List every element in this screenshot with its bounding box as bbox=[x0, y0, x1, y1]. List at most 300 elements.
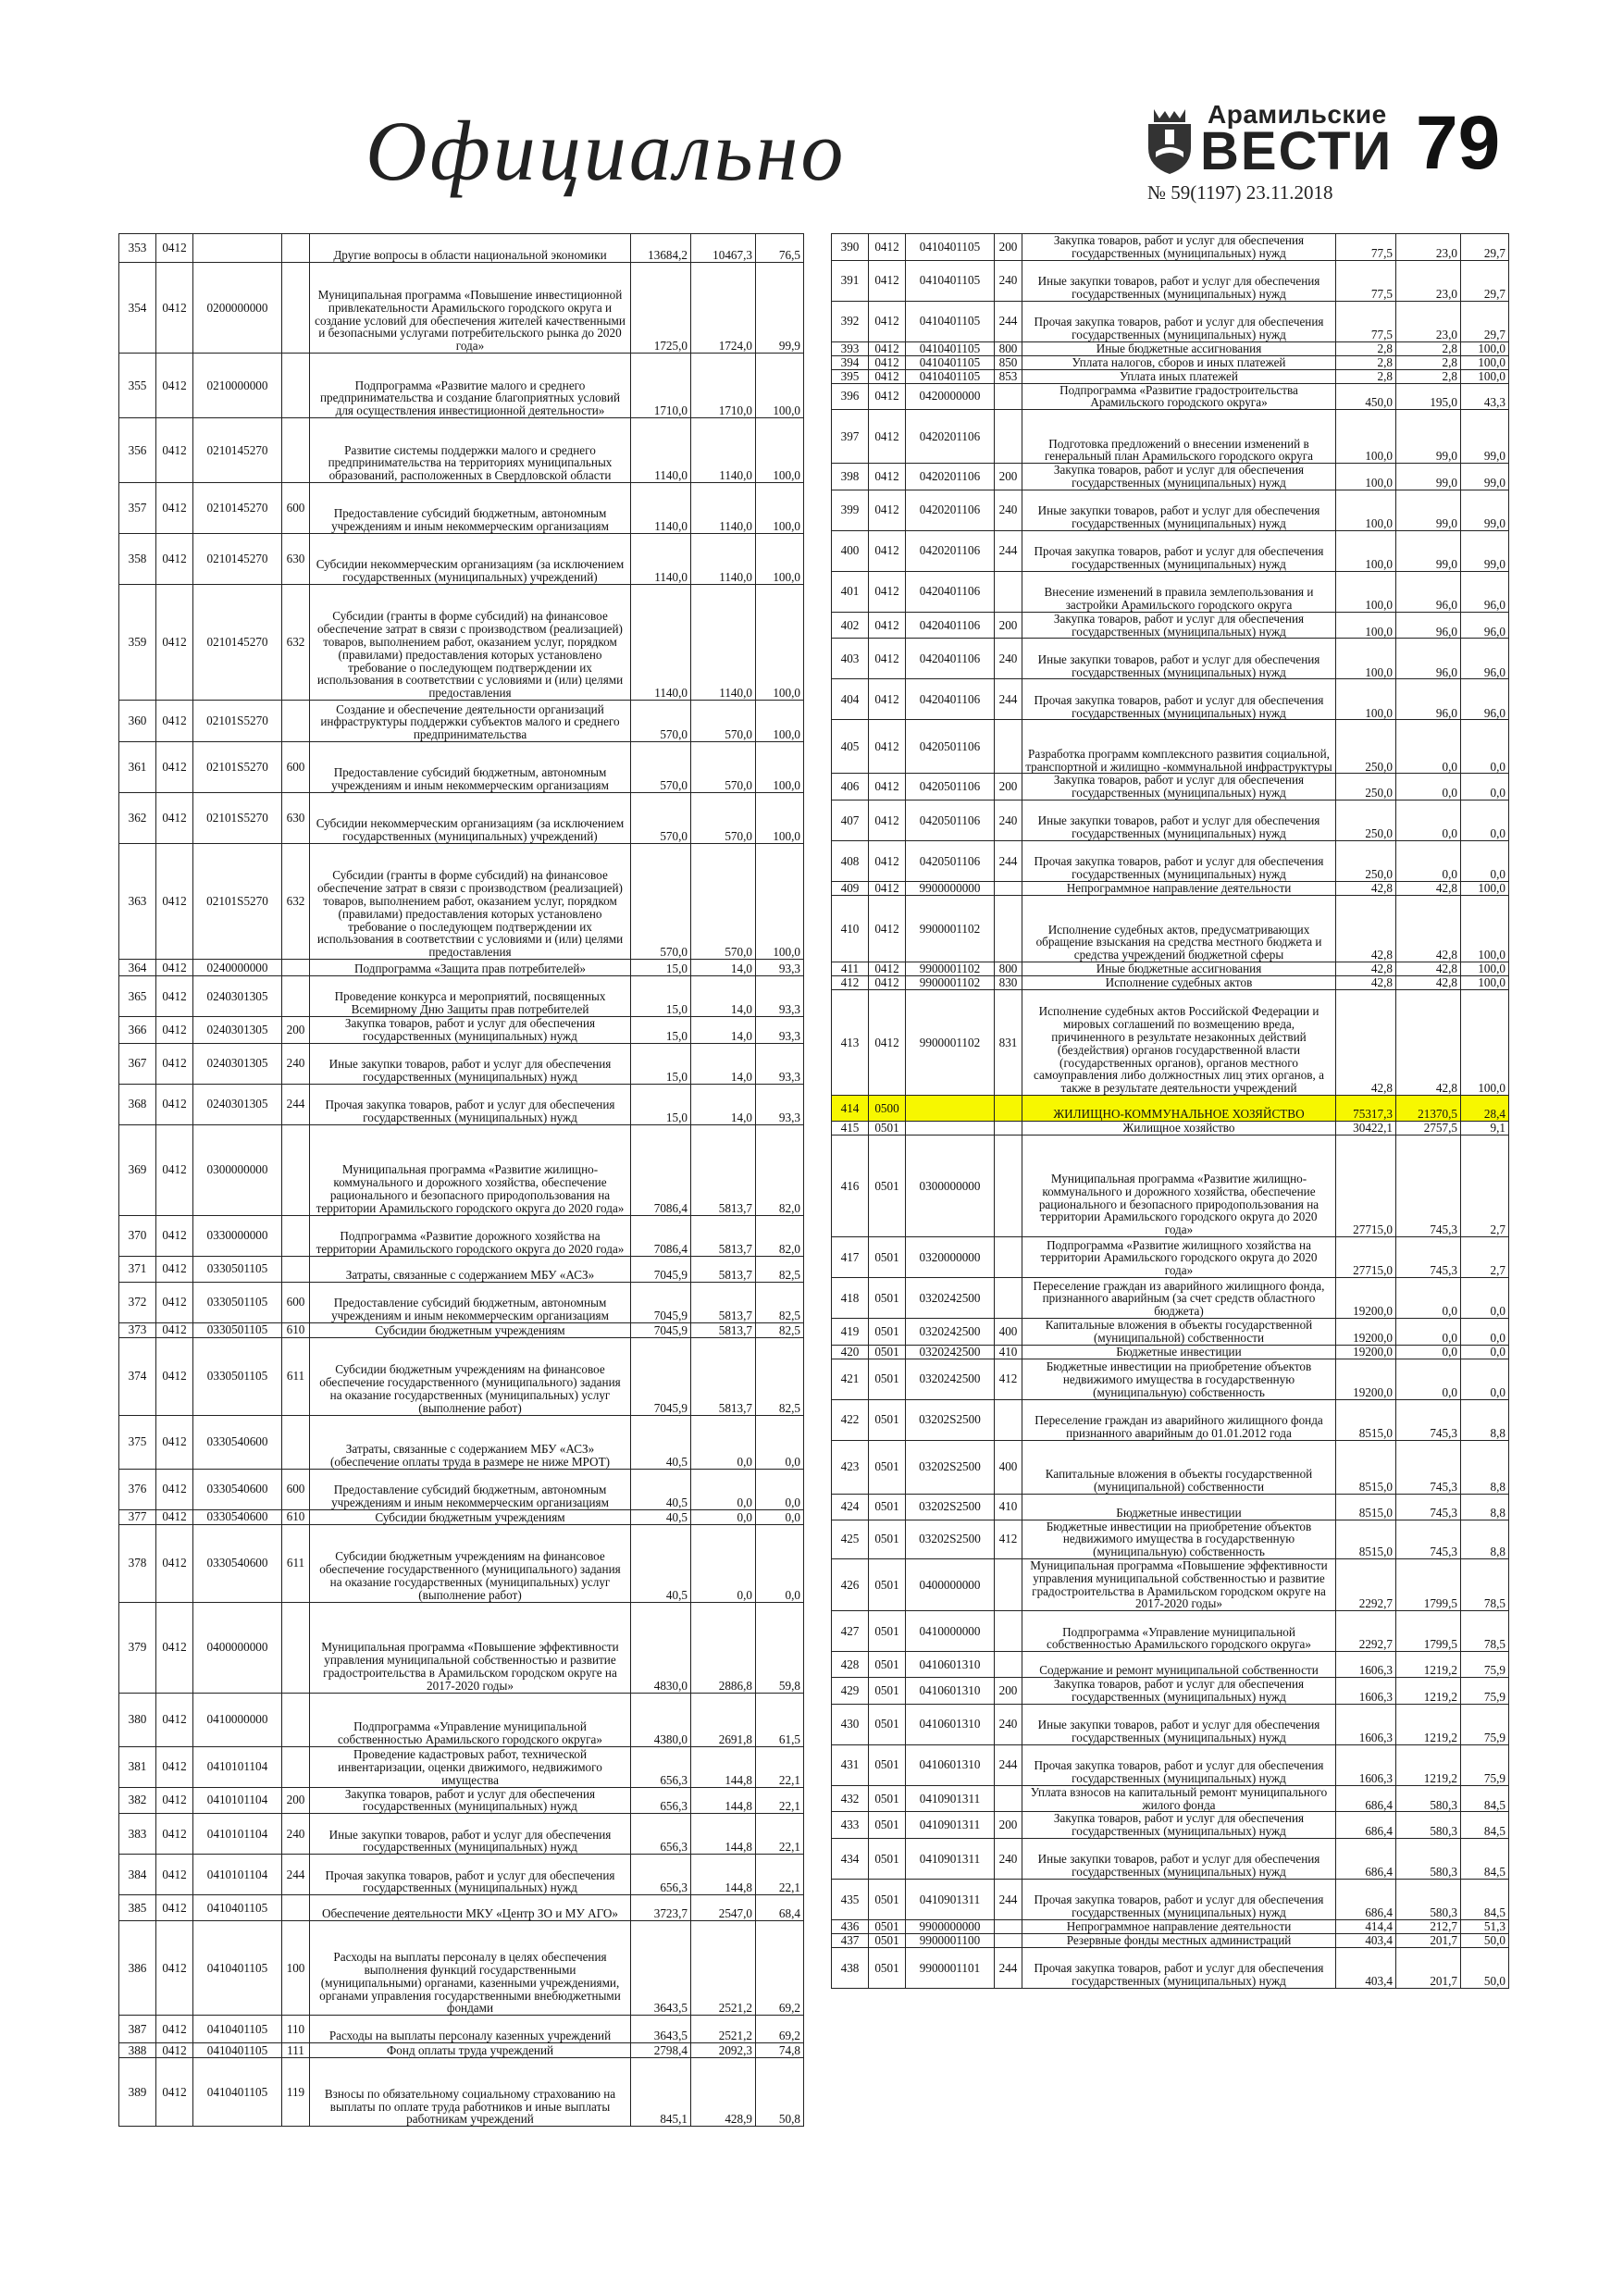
table-row bbox=[119, 1921, 804, 2016]
planned-amount: 40,5 bbox=[631, 1469, 691, 1509]
row-description: Подпрограмма «Развитие дорожного хозяйства на территории Арамильского городского округа до 2020 года» bbox=[310, 1215, 631, 1256]
row-number: 355 bbox=[119, 354, 156, 418]
table-row bbox=[119, 1043, 804, 1084]
target-article-code: 0410000000 bbox=[193, 1693, 282, 1746]
row-description: Субсидии некоммерческим организациям (за исключением государственных (муниципальных) учреждений) bbox=[310, 793, 631, 844]
execution-percent: 0,0 bbox=[1461, 720, 1509, 774]
actual-amount: 144,8 bbox=[691, 1855, 756, 1895]
row-description: Иные закупки товаров, работ и услуг для обеспечения государственных (муниципальных) нужд bbox=[310, 1043, 631, 1084]
expense-type-code bbox=[995, 1236, 1022, 1277]
target-article-code: 03202S2500 bbox=[906, 1399, 995, 1440]
section-code: 0501 bbox=[869, 1838, 906, 1879]
target-article-code bbox=[906, 1095, 995, 1121]
actual-amount: 99,0 bbox=[1396, 464, 1461, 490]
target-article-code: 0240301305 bbox=[193, 976, 282, 1017]
expense-type-code bbox=[995, 1558, 1022, 1610]
actual-amount: 2092,3 bbox=[691, 2043, 756, 2058]
planned-amount: 1606,3 bbox=[1336, 1678, 1396, 1705]
actual-amount: 580,3 bbox=[1396, 1812, 1461, 1839]
actual-amount: 1140,0 bbox=[691, 585, 756, 701]
row-description: Закупка товаров, работ и услуг для обеспечения государственных (муниципальных) нужд bbox=[1022, 464, 1336, 490]
expense-type-code bbox=[995, 1135, 1022, 1236]
row-number: 372 bbox=[119, 1282, 156, 1322]
table-row bbox=[119, 1337, 804, 1415]
table-row bbox=[832, 1947, 1509, 1988]
planned-amount: 77,5 bbox=[1336, 260, 1396, 301]
execution-percent: 8,8 bbox=[1461, 1520, 1509, 1558]
actual-amount: 745,3 bbox=[1396, 1494, 1461, 1520]
execution-percent: 82,5 bbox=[756, 1256, 804, 1282]
actual-amount: 2,8 bbox=[1396, 355, 1461, 369]
planned-amount: 450,0 bbox=[1336, 383, 1396, 410]
target-article-code: 9900001101 bbox=[906, 1947, 995, 1988]
row-number: 366 bbox=[119, 1017, 156, 1044]
section-code: 0412 bbox=[156, 976, 193, 1017]
expense-type-code bbox=[995, 1095, 1022, 1121]
execution-percent: 0,0 bbox=[756, 1509, 804, 1524]
target-article-code: 0410901311 bbox=[906, 1812, 995, 1839]
expense-type-code bbox=[995, 1933, 1022, 1947]
row-description: Закупка товаров, работ и услуг для обеспечения государственных (муниципальных) нужд bbox=[310, 1017, 631, 1044]
planned-amount: 3643,5 bbox=[631, 2016, 691, 2043]
target-article-code: 0200000000 bbox=[193, 263, 282, 354]
section-code: 0412 bbox=[869, 410, 906, 464]
actual-amount: 144,8 bbox=[691, 1746, 756, 1787]
table-row bbox=[832, 1095, 1509, 1121]
actual-amount: 0,0 bbox=[691, 1415, 756, 1469]
actual-amount: 1799,5 bbox=[1396, 1558, 1461, 1610]
planned-amount: 77,5 bbox=[1336, 301, 1396, 341]
row-number: 404 bbox=[832, 679, 869, 720]
actual-amount: 0,0 bbox=[691, 1509, 756, 1524]
expense-type-code: 244 bbox=[995, 301, 1022, 341]
actual-amount: 14,0 bbox=[691, 976, 756, 1017]
execution-percent: 75,9 bbox=[1461, 1652, 1509, 1678]
section-code: 0412 bbox=[156, 1322, 193, 1337]
row-number: 379 bbox=[119, 1602, 156, 1693]
actual-amount: 14,0 bbox=[691, 1043, 756, 1084]
table-row bbox=[832, 234, 1509, 261]
planned-amount: 42,8 bbox=[1336, 989, 1396, 1095]
actual-amount: 1219,2 bbox=[1396, 1704, 1461, 1744]
section-code: 0412 bbox=[869, 341, 906, 355]
section-code: 0412 bbox=[869, 260, 906, 301]
row-number: 388 bbox=[119, 2043, 156, 2058]
row-number: 433 bbox=[832, 1812, 869, 1839]
table-row bbox=[832, 800, 1509, 840]
row-description: Прочая закупка товаров, работ и услуг для обеспечения государственных (муниципальных) нужд bbox=[1022, 1744, 1336, 1785]
execution-percent: 68,4 bbox=[756, 1895, 804, 1921]
row-description: Подпрограмма «Развитие жилищного хозяйства на территории Арамильского городского округа до 2020 года» bbox=[1022, 1236, 1336, 1277]
expense-type-code: 831 bbox=[995, 989, 1022, 1095]
execution-percent: 99,0 bbox=[1461, 464, 1509, 490]
table-row bbox=[119, 483, 804, 534]
target-article-code: 0410401105 bbox=[193, 2016, 282, 2043]
table-row bbox=[832, 1135, 1509, 1236]
target-article-code: 0420401106 bbox=[906, 639, 995, 679]
execution-percent: 0,0 bbox=[1461, 1318, 1509, 1345]
section-code: 0412 bbox=[869, 720, 906, 774]
execution-percent: 82,5 bbox=[756, 1337, 804, 1415]
actual-amount: 2521,2 bbox=[691, 1921, 756, 2016]
table-row bbox=[119, 701, 804, 742]
section-code: 0501 bbox=[869, 1277, 906, 1318]
planned-amount: 1140,0 bbox=[631, 483, 691, 534]
expense-type-code: 630 bbox=[282, 534, 310, 585]
execution-percent: 22,1 bbox=[756, 1787, 804, 1814]
row-description: Прочая закупка товаров, работ и услуг для обеспечения государственных (муниципальных) нужд bbox=[1022, 530, 1336, 571]
row-number: 386 bbox=[119, 1921, 156, 2016]
table-row bbox=[832, 1678, 1509, 1705]
table-row bbox=[119, 1415, 804, 1469]
expense-type-code: 412 bbox=[995, 1520, 1022, 1558]
planned-amount: 250,0 bbox=[1336, 774, 1396, 800]
planned-amount: 15,0 bbox=[631, 1043, 691, 1084]
target-article-code: 0420501106 bbox=[906, 800, 995, 840]
planned-amount: 7045,9 bbox=[631, 1337, 691, 1415]
row-description: Прочая закупка товаров, работ и услуг для обеспечения государственных (муниципальных) нужд bbox=[1022, 1879, 1336, 1919]
table-row bbox=[832, 260, 1509, 301]
actual-amount: 745,3 bbox=[1396, 1135, 1461, 1236]
planned-amount: 570,0 bbox=[631, 701, 691, 742]
row-description: Закупка товаров, работ и услуг для обеспечения государственных (муниципальных) нужд bbox=[1022, 612, 1336, 639]
row-description: Иные закупки товаров, работ и услуг для обеспечения государственных (муниципальных) нужд bbox=[310, 1814, 631, 1855]
expense-type-code bbox=[282, 1693, 310, 1746]
section-code: 0501 bbox=[869, 1135, 906, 1236]
execution-percent: 99,9 bbox=[756, 263, 804, 354]
execution-percent: 100,0 bbox=[1461, 895, 1509, 962]
expense-type-code bbox=[995, 881, 1022, 895]
planned-amount: 1606,3 bbox=[1336, 1744, 1396, 1785]
actual-amount: 99,0 bbox=[1396, 490, 1461, 530]
planned-amount: 42,8 bbox=[1336, 962, 1396, 975]
table-row bbox=[832, 464, 1509, 490]
row-number: 390 bbox=[832, 234, 869, 261]
table-row bbox=[119, 976, 804, 1017]
section-code: 0412 bbox=[156, 844, 193, 960]
actual-amount: 1140,0 bbox=[691, 483, 756, 534]
actual-amount: 10467,3 bbox=[691, 234, 756, 263]
row-number: 363 bbox=[119, 844, 156, 960]
table-row bbox=[832, 1785, 1509, 1812]
execution-percent: 22,1 bbox=[756, 1855, 804, 1895]
row-number: 403 bbox=[832, 639, 869, 679]
section-code: 0412 bbox=[156, 793, 193, 844]
row-description: Иные закупки товаров, работ и услуг для обеспечения государственных (муниципальных) нужд bbox=[1022, 1704, 1336, 1744]
planned-amount: 250,0 bbox=[1336, 720, 1396, 774]
row-number: 410 bbox=[832, 895, 869, 962]
row-description: Содержание и ремонт муниципальной собственности bbox=[1022, 1652, 1336, 1678]
row-description: Прочая закупка товаров, работ и услуг для обеспечения государственных (муниципальных) нужд bbox=[1022, 1947, 1336, 1988]
section-code: 0501 bbox=[869, 1933, 906, 1947]
row-description: Закупка товаров, работ и услуг для обеспечения государственных (муниципальных) нужд bbox=[1022, 234, 1336, 261]
target-article-code: 9900001102 bbox=[906, 895, 995, 962]
section-code: 0412 bbox=[156, 1017, 193, 1044]
row-number: 398 bbox=[832, 464, 869, 490]
execution-percent: 93,3 bbox=[756, 1043, 804, 1084]
actual-amount: 2691,8 bbox=[691, 1693, 756, 1746]
row-number: 365 bbox=[119, 976, 156, 1017]
section-code: 0412 bbox=[869, 369, 906, 383]
target-article-code: 0420501106 bbox=[906, 720, 995, 774]
row-number: 362 bbox=[119, 793, 156, 844]
section-code: 0501 bbox=[869, 1879, 906, 1919]
row-description: Расходы на выплаты персоналу в целях обеспечения выполнения функций государственными (муниципальными) органами, казенными учреждениями, органами управления государственными внебюджетными фондами bbox=[310, 1921, 631, 2016]
row-number: 418 bbox=[832, 1277, 869, 1318]
actual-amount: 2,8 bbox=[1396, 341, 1461, 355]
planned-amount: 1710,0 bbox=[631, 354, 691, 418]
row-number: 427 bbox=[832, 1611, 869, 1652]
execution-percent: 93,3 bbox=[756, 960, 804, 976]
section-code: 0412 bbox=[156, 534, 193, 585]
row-number: 382 bbox=[119, 1787, 156, 1814]
planned-amount: 2292,7 bbox=[1336, 1558, 1396, 1610]
table-row bbox=[832, 1812, 1509, 1839]
row-description: Подпрограмма «Развитие малого и среднего предпринимательства и создание благоприятных условий для осуществления инвестиционной деятельности» bbox=[310, 354, 631, 418]
planned-amount: 19200,0 bbox=[1336, 1277, 1396, 1318]
row-number: 380 bbox=[119, 1693, 156, 1746]
section-code: 0501 bbox=[869, 1359, 906, 1399]
section-code: 0412 bbox=[156, 483, 193, 534]
row-description: Предоставление субсидий бюджетным, автономным учреждениям и иным некоммерческим организациям bbox=[310, 1282, 631, 1322]
execution-percent: 100,0 bbox=[1461, 355, 1509, 369]
row-description: Муниципальная программа «Развитие жилищно-коммунального и дорожного хозяйства, обеспечение рационального и безопасного природопользования на территории Арамильского городского округа до 2020 года» bbox=[310, 1124, 631, 1215]
planned-amount: 15,0 bbox=[631, 1084, 691, 1124]
execution-percent: 8,8 bbox=[1461, 1440, 1509, 1494]
table-row bbox=[119, 1693, 804, 1746]
table-row bbox=[832, 1838, 1509, 1879]
row-description: Исполнение судебных актов bbox=[1022, 975, 1336, 989]
planned-amount: 7086,4 bbox=[631, 1215, 691, 1256]
target-article-code: 03202S2500 bbox=[906, 1520, 995, 1558]
actual-amount: 0,0 bbox=[1396, 840, 1461, 881]
row-number: 423 bbox=[832, 1440, 869, 1494]
target-article-code: 9900001102 bbox=[906, 975, 995, 989]
row-description: Предоставление субсидий бюджетным, автономным учреждениям и иным некоммерческим организациям bbox=[310, 1469, 631, 1509]
planned-amount: 7045,9 bbox=[631, 1256, 691, 1282]
table-row bbox=[832, 962, 1509, 975]
logo-subtitle: Арамильские bbox=[1208, 100, 1387, 129]
table-row bbox=[832, 571, 1509, 612]
planned-amount: 100,0 bbox=[1336, 490, 1396, 530]
expense-type-code: 111 bbox=[282, 2043, 310, 2058]
target-article-code bbox=[193, 234, 282, 263]
expense-type-code bbox=[282, 1215, 310, 1256]
section-code: 0412 bbox=[156, 354, 193, 418]
row-description: Расходы на выплаты персоналу казенных учреждений bbox=[310, 2016, 631, 2043]
expense-type-code: 400 bbox=[995, 1318, 1022, 1345]
execution-percent: 8,8 bbox=[1461, 1399, 1509, 1440]
section-code: 0412 bbox=[156, 742, 193, 793]
table-row bbox=[119, 1524, 804, 1602]
target-article-code: 0410601310 bbox=[906, 1652, 995, 1678]
actual-amount: 0,0 bbox=[1396, 1318, 1461, 1345]
execution-percent: 29,7 bbox=[1461, 260, 1509, 301]
planned-amount: 686,4 bbox=[1336, 1838, 1396, 1879]
row-description: Переселение граждан из аварийного жилищного фонда, признанного аварийным (за счет средств областного бюджета) bbox=[1022, 1277, 1336, 1318]
table-row bbox=[832, 1558, 1509, 1610]
planned-amount: 40,5 bbox=[631, 1524, 691, 1602]
planned-amount: 570,0 bbox=[631, 742, 691, 793]
planned-amount: 100,0 bbox=[1336, 679, 1396, 720]
planned-amount: 1606,3 bbox=[1336, 1704, 1396, 1744]
expense-type-code: 630 bbox=[282, 793, 310, 844]
actual-amount: 42,8 bbox=[1396, 989, 1461, 1095]
row-number: 369 bbox=[119, 1124, 156, 1215]
row-number: 417 bbox=[832, 1236, 869, 1277]
target-article-code: 0410401105 bbox=[193, 2058, 282, 2127]
section-code: 0412 bbox=[156, 1282, 193, 1322]
section-code: 0412 bbox=[869, 679, 906, 720]
table-row bbox=[832, 1704, 1509, 1744]
planned-amount: 42,8 bbox=[1336, 881, 1396, 895]
planned-amount: 13684,2 bbox=[631, 234, 691, 263]
target-article-code: 0240301305 bbox=[193, 1084, 282, 1124]
row-description: Жилищное хозяйство bbox=[1022, 1121, 1336, 1135]
row-number: 360 bbox=[119, 701, 156, 742]
target-article-code: 0330540600 bbox=[193, 1524, 282, 1602]
table-row bbox=[832, 895, 1509, 962]
execution-percent: 99,0 bbox=[1461, 490, 1509, 530]
expense-type-code: 200 bbox=[995, 234, 1022, 261]
planned-amount: 8515,0 bbox=[1336, 1494, 1396, 1520]
table-row bbox=[119, 960, 804, 976]
target-article-code: 0410401105 bbox=[906, 260, 995, 301]
expense-type-code bbox=[995, 1277, 1022, 1318]
section-code: 0412 bbox=[156, 2016, 193, 2043]
expense-type-code: 200 bbox=[995, 1812, 1022, 1839]
row-description: Закупка товаров, работ и услуг для обеспечения государственных (муниципальных) нужд bbox=[1022, 1678, 1336, 1705]
row-description: Иные закупки товаров, работ и услуг для обеспечения государственных (муниципальных) нужд bbox=[1022, 490, 1336, 530]
section-title: Официально bbox=[365, 104, 847, 198]
section-code: 0412 bbox=[156, 701, 193, 742]
row-number: 414 bbox=[832, 1095, 869, 1121]
actual-amount: 580,3 bbox=[1396, 1785, 1461, 1812]
section-code: 0412 bbox=[156, 1855, 193, 1895]
row-number: 432 bbox=[832, 1785, 869, 1812]
row-description: Капитальные вложения в объекты государственной (муниципальной) собственности bbox=[1022, 1440, 1336, 1494]
section-code: 0412 bbox=[869, 355, 906, 369]
execution-percent: 100,0 bbox=[756, 585, 804, 701]
execution-percent: 78,5 bbox=[1461, 1611, 1509, 1652]
planned-amount: 2,8 bbox=[1336, 355, 1396, 369]
actual-amount: 580,3 bbox=[1396, 1879, 1461, 1919]
execution-percent: 99,0 bbox=[1461, 530, 1509, 571]
row-description: Бюджетные инвестиции на приобретение объектов недвижимого имущества в государственную (муниципальную) собственность bbox=[1022, 1359, 1336, 1399]
actual-amount: 0,0 bbox=[691, 1524, 756, 1602]
target-article-code: 0410000000 bbox=[906, 1611, 995, 1652]
execution-percent: 100,0 bbox=[756, 701, 804, 742]
coat-of-arms-icon bbox=[1143, 105, 1196, 176]
expense-type-code: 240 bbox=[995, 490, 1022, 530]
execution-percent: 2,7 bbox=[1461, 1236, 1509, 1277]
target-article-code: 0420401106 bbox=[906, 612, 995, 639]
expense-type-code bbox=[282, 234, 310, 263]
section-code: 0412 bbox=[156, 2058, 193, 2127]
table-row bbox=[119, 1084, 804, 1124]
target-article-code: 02101S5270 bbox=[193, 793, 282, 844]
expense-type-code: 244 bbox=[995, 1879, 1022, 1919]
planned-amount: 2,8 bbox=[1336, 341, 1396, 355]
expense-type-code: 240 bbox=[282, 1043, 310, 1084]
target-article-code: 0410401105 bbox=[193, 1895, 282, 1921]
section-code: 0412 bbox=[156, 585, 193, 701]
planned-amount: 403,4 bbox=[1336, 1947, 1396, 1988]
planned-amount: 100,0 bbox=[1336, 571, 1396, 612]
table-row bbox=[119, 742, 804, 793]
expense-type-code: 600 bbox=[282, 483, 310, 534]
planned-amount: 2292,7 bbox=[1336, 1611, 1396, 1652]
row-description: Подпрограмма «Развитие градостроительства Арамильского городского округа» bbox=[1022, 383, 1336, 410]
row-description: Муниципальная программа «Повышение эффективности управления муниципальной собственностью и развитие градостроительства в Арамильском городском округе на 2017-2020 годы» bbox=[310, 1602, 631, 1693]
target-article-code: 0330540600 bbox=[193, 1509, 282, 1524]
section-code: 0412 bbox=[869, 840, 906, 881]
row-description: Уплата иных платежей bbox=[1022, 369, 1336, 383]
planned-amount: 27715,0 bbox=[1336, 1135, 1396, 1236]
row-description: Подпрограмма «Защита прав потребителей» bbox=[310, 960, 631, 976]
target-article-code: 0420201106 bbox=[906, 410, 995, 464]
row-number: 364 bbox=[119, 960, 156, 976]
target-article-code: 0410601310 bbox=[906, 1678, 995, 1705]
target-article-code: 0400000000 bbox=[193, 1602, 282, 1693]
target-article-code: 02101S5270 bbox=[193, 701, 282, 742]
planned-amount: 100,0 bbox=[1336, 464, 1396, 490]
actual-amount: 42,8 bbox=[1396, 895, 1461, 962]
planned-amount: 15,0 bbox=[631, 1017, 691, 1044]
planned-amount: 19200,0 bbox=[1336, 1345, 1396, 1359]
actual-amount: 212,7 bbox=[1396, 1919, 1461, 1933]
row-description: Предоставление субсидий бюджетным, автономным учреждениям и иным некоммерческим организациям bbox=[310, 483, 631, 534]
target-article-code: 0320000000 bbox=[906, 1236, 995, 1277]
table-row bbox=[119, 2058, 804, 2127]
execution-percent: 76,5 bbox=[756, 234, 804, 263]
target-article-code: 0410101104 bbox=[193, 1814, 282, 1855]
expense-type-code bbox=[995, 410, 1022, 464]
row-description: Закупка товаров, работ и услуг для обеспечения государственных (муниципальных) нужд bbox=[310, 1787, 631, 1814]
actual-amount: 2886,8 bbox=[691, 1602, 756, 1693]
section-code: 0412 bbox=[156, 234, 193, 263]
planned-amount: 656,3 bbox=[631, 1787, 691, 1814]
row-description: Обеспечение деятельности МКУ «Центр ЗО и МУ АГО» bbox=[310, 1895, 631, 1921]
table-row bbox=[119, 1602, 804, 1693]
row-description: Иные бюджетные ассигнования bbox=[1022, 341, 1336, 355]
row-description: ЖИЛИЩНО-КОММУНАЛЬНОЕ ХОЗЯЙСТВО bbox=[1022, 1095, 1336, 1121]
target-article-code: 0410601310 bbox=[906, 1744, 995, 1785]
section-code: 0412 bbox=[156, 1415, 193, 1469]
expense-type-code: 632 bbox=[282, 585, 310, 701]
expense-type-code bbox=[282, 354, 310, 418]
row-description: Муниципальная программа «Повышение эффективности управления муниципальной собственностью и развитие градостроительства в Арамильском городском округе на 2017-2020 годы» bbox=[1022, 1558, 1336, 1610]
execution-percent: 2,7 bbox=[1461, 1135, 1509, 1236]
section-code: 0412 bbox=[156, 1337, 193, 1415]
section-code: 0412 bbox=[156, 418, 193, 483]
planned-amount: 1140,0 bbox=[631, 534, 691, 585]
row-number: 413 bbox=[832, 989, 869, 1095]
planned-amount: 42,8 bbox=[1336, 895, 1396, 962]
actual-amount: 0,0 bbox=[1396, 800, 1461, 840]
execution-percent: 82,0 bbox=[756, 1215, 804, 1256]
row-number: 393 bbox=[832, 341, 869, 355]
row-description: Иные закупки товаров, работ и услуг для обеспечения государственных (муниципальных) нужд bbox=[1022, 1838, 1336, 1879]
actual-amount: 5813,7 bbox=[691, 1124, 756, 1215]
row-number: 428 bbox=[832, 1652, 869, 1678]
budget-table-right bbox=[831, 233, 1509, 1989]
section-code: 0501 bbox=[869, 1812, 906, 1839]
expense-type-code bbox=[995, 1399, 1022, 1440]
planned-amount: 100,0 bbox=[1336, 530, 1396, 571]
section-code: 0501 bbox=[869, 1704, 906, 1744]
table-row bbox=[119, 1746, 804, 1787]
